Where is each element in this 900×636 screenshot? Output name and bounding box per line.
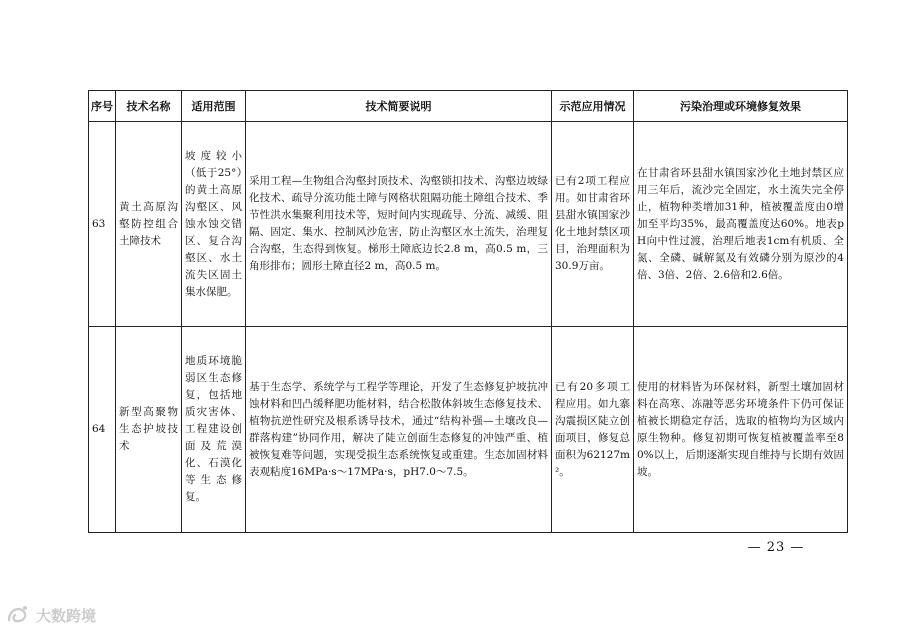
row-applicable-scope: 坡度较小（低于25°）的黄土高原沟壑区、风蚀水蚀交错区、复合沟壑区、水土流失区固土集水保肥。 bbox=[182, 122, 246, 327]
row-technology-description: 基于生态学、系统学与工程学等理论，开发了生态修复护坡抗冲蚀材料和凹凸缓释肥功能材料，结合松散体斜坡生态修复技术、植物抗逆性研究及根系诱导技术，通过“结构补强—土壤改良—群落构建”协同作用，解决了陡立创面生态修复的冲蚀严重、植被恢复难等问题，实现受损生态系统恢复或重建。生态加固材料表观粘度16MPa·s～17MPa·s，pH7.0～7.5。 bbox=[246, 327, 552, 533]
row-applicable-scope: 地质环境脆弱区生态修复，包括地质灾害体、工程建设创面及荒漠化、石漠化等生态修复。 bbox=[182, 327, 246, 533]
table-header-row bbox=[89, 91, 848, 122]
header-technology-description: 技术简要说明 bbox=[246, 91, 552, 122]
header-technology-name: 技术名称 bbox=[116, 91, 182, 122]
row-demonstration-application: 已有20多项工程应用。如九寨沟震损区陡立创面项目，修复总面积为62127m²。 bbox=[552, 327, 634, 533]
table-row bbox=[89, 122, 848, 327]
technology-table bbox=[88, 90, 848, 533]
header-remediation-effect: 污染治理或环境修复效果 bbox=[634, 91, 848, 122]
row-technology-description: 采用工程—生物组合沟壑封顶技术、沟壑锁扣技术、沟壑边坡绿化技术、疏导分流功能土障与网格状阻隔功能土障组合技术、季节性洪水集聚利用技术等，短时间内实现疏导、分流、减缓、阻隔、固定、集水、控制风沙危害，防止沟壑区水土流失，治理复合沟壑，生态得到恢复。梯形土障底边长2.8 m，高0.5 m，三角形排布；圆形土障直径2 m，高0.5 m。 bbox=[246, 122, 552, 327]
row-technology-name: 新型高聚物生态护坡技术 bbox=[116, 327, 182, 533]
header-demonstration-application: 示范应用情况 bbox=[552, 91, 634, 122]
row-serial-number: 63 bbox=[89, 122, 116, 327]
row-remediation-effect: 在甘肃省环县甜水镇国家沙化土地封禁区应用三年后，流沙完全固定，水土流失完全停止，植物种类增加31种，植被覆盖度由0增加至平均35%，最高覆盖度达60%。地表pH向中性过渡，治理后地表1cm有机质、全氮、全磷、碱解氮及有效磷分别为原沙的4倍、3倍、2倍、2.6倍和2.6倍。 bbox=[634, 122, 848, 327]
watermark-text: 大数跨境 bbox=[36, 606, 97, 625]
header-applicable-scope: 适用范围 bbox=[182, 91, 246, 122]
page-number: — 23 — bbox=[747, 540, 805, 555]
row-serial-number: 64 bbox=[89, 327, 116, 533]
header-serial-number: 序号 bbox=[89, 91, 116, 122]
brand-logo-icon bbox=[6, 604, 32, 626]
watermark bbox=[6, 604, 96, 626]
row-demonstration-application: 已有2项工程应用。如甘肃省环县甜水镇国家沙化土地封禁区项目，治理面积为30.9万亩。 bbox=[552, 122, 634, 327]
table-row bbox=[89, 327, 848, 533]
row-remediation-effect: 使用的材料皆为环保材料，新型土壤加固材料在高寒、冻融等恶劣环境条件下仍可保证植被长期稳定存活，选取的植物均为区域内原生物种。修复初期可恢复植被覆盖率至80%以上，后期逐渐实现自维持与长期有效固坡。 bbox=[634, 327, 848, 533]
row-technology-name: 黄土高原沟壑防控组合土障技术 bbox=[116, 122, 182, 327]
